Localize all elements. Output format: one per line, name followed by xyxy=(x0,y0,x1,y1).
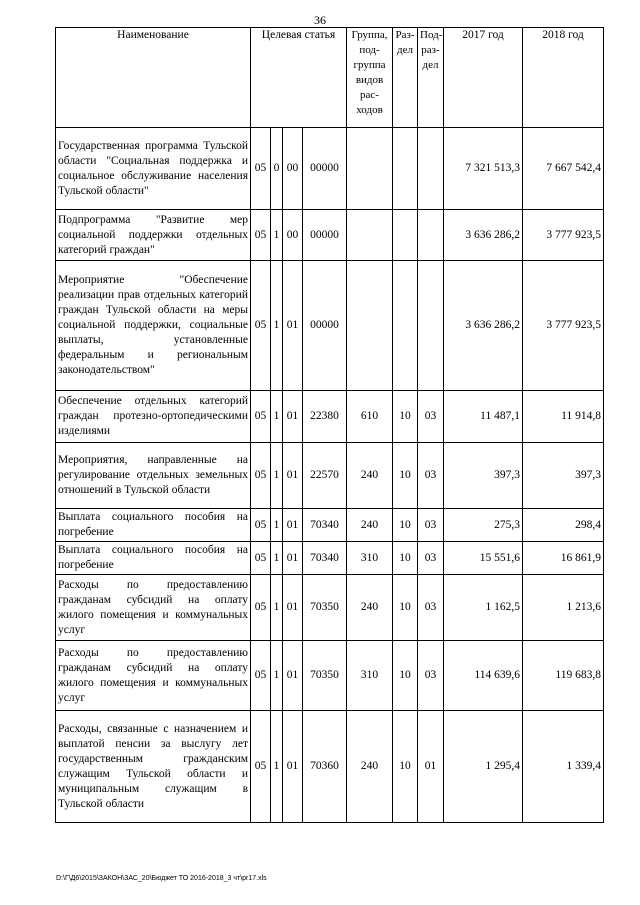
row-expense-group xyxy=(347,128,393,210)
page-number: 36 xyxy=(314,13,326,27)
row-amount-2018: 16 861,9 xyxy=(523,542,604,575)
row-code-event: 00 xyxy=(283,128,303,210)
header-target-article: Целевая статья xyxy=(251,28,347,128)
row-name: Мероприятие "Обеспечение реализации прав отдельных категорий граждан Тульской области на меры социальной поддержки, социальные выплаты, установленные федеральным и региональным законодательством" xyxy=(56,261,251,391)
row-code-program: 05 xyxy=(251,391,271,443)
row-name: Выплата социального пособия на погребение xyxy=(56,509,251,542)
row-section xyxy=(393,128,418,210)
row-code-subprogram: 1 xyxy=(271,261,283,391)
row-code-direction: 00000 xyxy=(303,261,347,391)
header-year-2018: 2018 год xyxy=(523,28,604,128)
row-amount-2017: 15 551,6 xyxy=(444,542,523,575)
row-amount-2018: 1 213,6 xyxy=(523,575,604,641)
row-amount-2017: 7 321 513,3 xyxy=(444,128,523,210)
row-section: 10 xyxy=(393,443,418,509)
table-header-row xyxy=(56,28,604,128)
table-row xyxy=(56,128,604,210)
row-code-subprogram: 1 xyxy=(271,391,283,443)
row-code-direction: 70350 xyxy=(303,641,347,711)
row-amount-2018: 11 914,8 xyxy=(523,391,604,443)
row-section: 10 xyxy=(393,641,418,711)
table-row xyxy=(56,210,604,261)
row-amount-2017: 275,3 xyxy=(444,509,523,542)
row-code-direction: 70340 xyxy=(303,542,347,575)
row-code-event: 01 xyxy=(283,542,303,575)
row-code-subprogram: 1 xyxy=(271,210,283,261)
row-subsection xyxy=(418,261,444,391)
row-code-program: 05 xyxy=(251,128,271,210)
row-amount-2018: 397,3 xyxy=(523,443,604,509)
row-expense-group xyxy=(347,261,393,391)
row-name: Выплата социального пособия на погребение xyxy=(56,542,251,575)
row-code-direction: 22380 xyxy=(303,391,347,443)
row-section: 10 xyxy=(393,391,418,443)
row-code-direction: 70340 xyxy=(303,509,347,542)
row-amount-2017: 114 639,6 xyxy=(444,641,523,711)
row-code-subprogram: 1 xyxy=(271,542,283,575)
row-code-program: 05 xyxy=(251,542,271,575)
table-row xyxy=(56,641,604,711)
row-code-direction: 70360 xyxy=(303,711,347,823)
row-section: 10 xyxy=(393,711,418,823)
row-code-event: 00 xyxy=(283,210,303,261)
file-path-footer: D:\Г\Д6\2015\ЗАКОН\ЗАС_20\Бюджет ТО 2016-2018_3 чт\pr17.xls xyxy=(56,875,267,882)
row-code-program: 05 xyxy=(251,641,271,711)
row-code-direction: 00000 xyxy=(303,128,347,210)
row-code-subprogram: 1 xyxy=(271,509,283,542)
row-amount-2018: 119 683,8 xyxy=(523,641,604,711)
row-expense-group: 240 xyxy=(347,509,393,542)
row-expense-group xyxy=(347,210,393,261)
row-amount-2017: 3 636 286,2 xyxy=(444,210,523,261)
row-name: Подпрограмма "Развитие мер социальной поддержки отдельных категорий граждан" xyxy=(56,210,251,261)
header-expense-group: Группа, под- группа видов рас- ходов xyxy=(347,28,393,128)
row-code-event: 01 xyxy=(283,641,303,711)
table-row xyxy=(56,509,604,542)
row-code-program: 05 xyxy=(251,575,271,641)
row-amount-2018: 3 777 923,5 xyxy=(523,261,604,391)
row-subsection: 03 xyxy=(418,391,444,443)
header-year-2017: 2017 год xyxy=(444,28,523,128)
row-code-event: 01 xyxy=(283,391,303,443)
row-amount-2018: 1 339,4 xyxy=(523,711,604,823)
table-row xyxy=(56,575,604,641)
row-expense-group: 310 xyxy=(347,641,393,711)
row-code-subprogram: 1 xyxy=(271,711,283,823)
row-subsection xyxy=(418,128,444,210)
row-expense-group: 240 xyxy=(347,711,393,823)
row-subsection: 03 xyxy=(418,641,444,711)
row-subsection: 03 xyxy=(418,575,444,641)
row-name: Мероприятия, направленные на регулирование отдельных земельных отношений в Тульской области xyxy=(56,443,251,509)
table-row xyxy=(56,443,604,509)
row-amount-2018: 298,4 xyxy=(523,509,604,542)
row-section: 10 xyxy=(393,575,418,641)
row-expense-group: 240 xyxy=(347,443,393,509)
table-row xyxy=(56,542,604,575)
row-expense-group: 610 xyxy=(347,391,393,443)
row-code-event: 01 xyxy=(283,575,303,641)
table-row xyxy=(56,391,604,443)
row-subsection: 03 xyxy=(418,509,444,542)
row-code-direction: 70350 xyxy=(303,575,347,641)
row-subsection xyxy=(418,210,444,261)
row-amount-2018: 7 667 542,4 xyxy=(523,128,604,210)
row-section xyxy=(393,261,418,391)
row-name: Обеспечение отдельных категорий граждан протезно-ортопедическими изделиями xyxy=(56,391,251,443)
row-amount-2018: 3 777 923,5 xyxy=(523,210,604,261)
row-code-direction: 22570 xyxy=(303,443,347,509)
row-amount-2017: 11 487,1 xyxy=(444,391,523,443)
row-amount-2017: 1 295,4 xyxy=(444,711,523,823)
header-section: Раз- дел xyxy=(393,28,418,128)
row-code-direction: 00000 xyxy=(303,210,347,261)
row-subsection: 03 xyxy=(418,443,444,509)
row-subsection: 01 xyxy=(418,711,444,823)
row-amount-2017: 1 162,5 xyxy=(444,575,523,641)
row-code-event: 01 xyxy=(283,509,303,542)
header-subsection: Под- раз- дел xyxy=(418,28,444,128)
row-code-program: 05 xyxy=(251,509,271,542)
row-code-program: 05 xyxy=(251,261,271,391)
row-code-program: 05 xyxy=(251,443,271,509)
row-expense-group: 310 xyxy=(347,542,393,575)
row-section xyxy=(393,210,418,261)
row-amount-2017: 3 636 286,2 xyxy=(444,261,523,391)
table-row xyxy=(56,261,604,391)
row-code-event: 01 xyxy=(283,711,303,823)
row-section: 10 xyxy=(393,542,418,575)
row-code-subprogram: 1 xyxy=(271,443,283,509)
row-name: Государственная программа Тульской области "Социальная поддержка и социальное обслуживание населения Тульской области" xyxy=(56,128,251,210)
row-code-event: 01 xyxy=(283,261,303,391)
row-section: 10 xyxy=(393,509,418,542)
row-code-subprogram: 1 xyxy=(271,575,283,641)
budget-table xyxy=(55,27,604,823)
row-expense-group: 240 xyxy=(347,575,393,641)
row-code-program: 05 xyxy=(251,711,271,823)
row-subsection: 03 xyxy=(418,542,444,575)
row-name: Расходы по предоставлению гражданам субсидий на оплату жилого помещения и коммунальных услуг xyxy=(56,575,251,641)
row-code-program: 05 xyxy=(251,210,271,261)
table-row xyxy=(56,711,604,823)
row-name: Расходы, связанные с назначением и выплатой пенсии за выслугу лет государственным гражданским служащим Тульской области и муниципальным служащим в Тульской области xyxy=(56,711,251,823)
row-code-subprogram: 0 xyxy=(271,128,283,210)
row-code-subprogram: 1 xyxy=(271,641,283,711)
row-code-event: 01 xyxy=(283,443,303,509)
header-name: Наименование xyxy=(56,28,251,128)
row-name: Расходы по предоставлению гражданам субсидий на оплату жилого помещения и коммунальных услуг xyxy=(56,641,251,711)
row-amount-2017: 397,3 xyxy=(444,443,523,509)
